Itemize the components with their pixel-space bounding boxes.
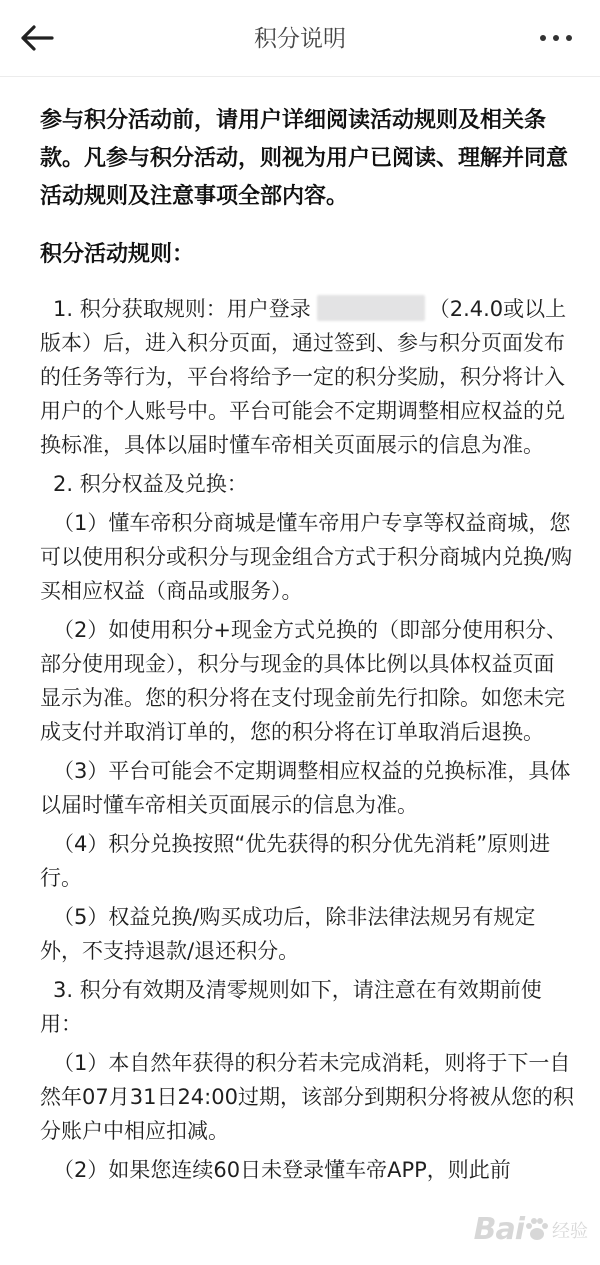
rule-1-text-start: 1. 积分获取规则：用户登录 (53, 297, 311, 321)
rule-2: 2. 积分权益及兑换： (53, 472, 248, 496)
redacted-app-name (317, 295, 425, 321)
watermark-sub-text: 经验 (552, 1220, 588, 1242)
back-arrow-icon (20, 25, 54, 51)
more-options-button[interactable] (526, 16, 586, 60)
rule-3-item-1: （1）本自然年获得的积分若未完成消耗，则将于下一自然年07月31日24:00过期，该部分到期积分将被从您的积分账户中相应扣减。 (40, 1051, 574, 1143)
rules-content[interactable] (0, 76, 600, 1265)
rule-3-item-2: （2）如果您连续60日未登录懂车帝APP，则此前 (53, 1158, 511, 1182)
intro-notice: 参与积分活动前，请用户详细阅读活动规则及相关条款。凡参与积分活动，则视为用户已阅读、理解并同意活动规则及注意事项全部内容。 (40, 108, 569, 209)
page-title: 积分说明 (254, 26, 346, 52)
rule-3: 3. 积分有效期及清零规则如下，请注意在有效期前使用： (40, 978, 542, 1036)
rule-2-item-2: （2）如使用积分+现金方式兑换的（即部分使用积分、部分使用现金），积分与现金的具体比例以具体权益页面显示为准。您的积分将在支付现金前先行扣除。如您未完成支付并取消订单的，您的积分将在订单取消后退换。 (40, 618, 567, 744)
rule-2-item-3: （3）平台可能会不定期调整相应权益的兑换标准，具体以届时懂车帝相关页面展示的信息为准。 (40, 759, 571, 817)
rule-2-item-5: （5）权益兑换/购买成功后，除非法律法规另有规定外，不支持退款/退还积分。 (40, 905, 536, 963)
watermark-logo-text: Bai (473, 1212, 524, 1247)
rule-1 (40, 292, 574, 462)
paw-icon (524, 1217, 550, 1243)
watermark (474, 1212, 588, 1247)
top-nav-bar (0, 0, 600, 77)
rule-1-text-end: （2.4.0或以上版本）后，进入积分页面，通过签到、参与积分页面发布的任务等行为，平台将给予一定的积分奖励，积分将计入用户的个人账号中。平台可能会不定期调整相应权益的兑换标准，具体以届时懂车帝相关页面展示的信息为准。 (40, 297, 567, 457)
rule-2-item-4: （4）积分兑换按照“优先获得的积分优先消耗”原则进行。 (40, 832, 551, 890)
more-dots-icon (539, 33, 573, 43)
rule-2-item-1: （1）懂车帝积分商城是懂车帝用户专享等权益商城，您可以使用积分或积分与现金组合方式于积分商城内兑换/购买相应权益（商品或服务）。 (40, 511, 573, 603)
rules-list (40, 292, 574, 1187)
back-button[interactable] (20, 16, 76, 60)
section-heading: 积分活动规则： (40, 242, 195, 267)
